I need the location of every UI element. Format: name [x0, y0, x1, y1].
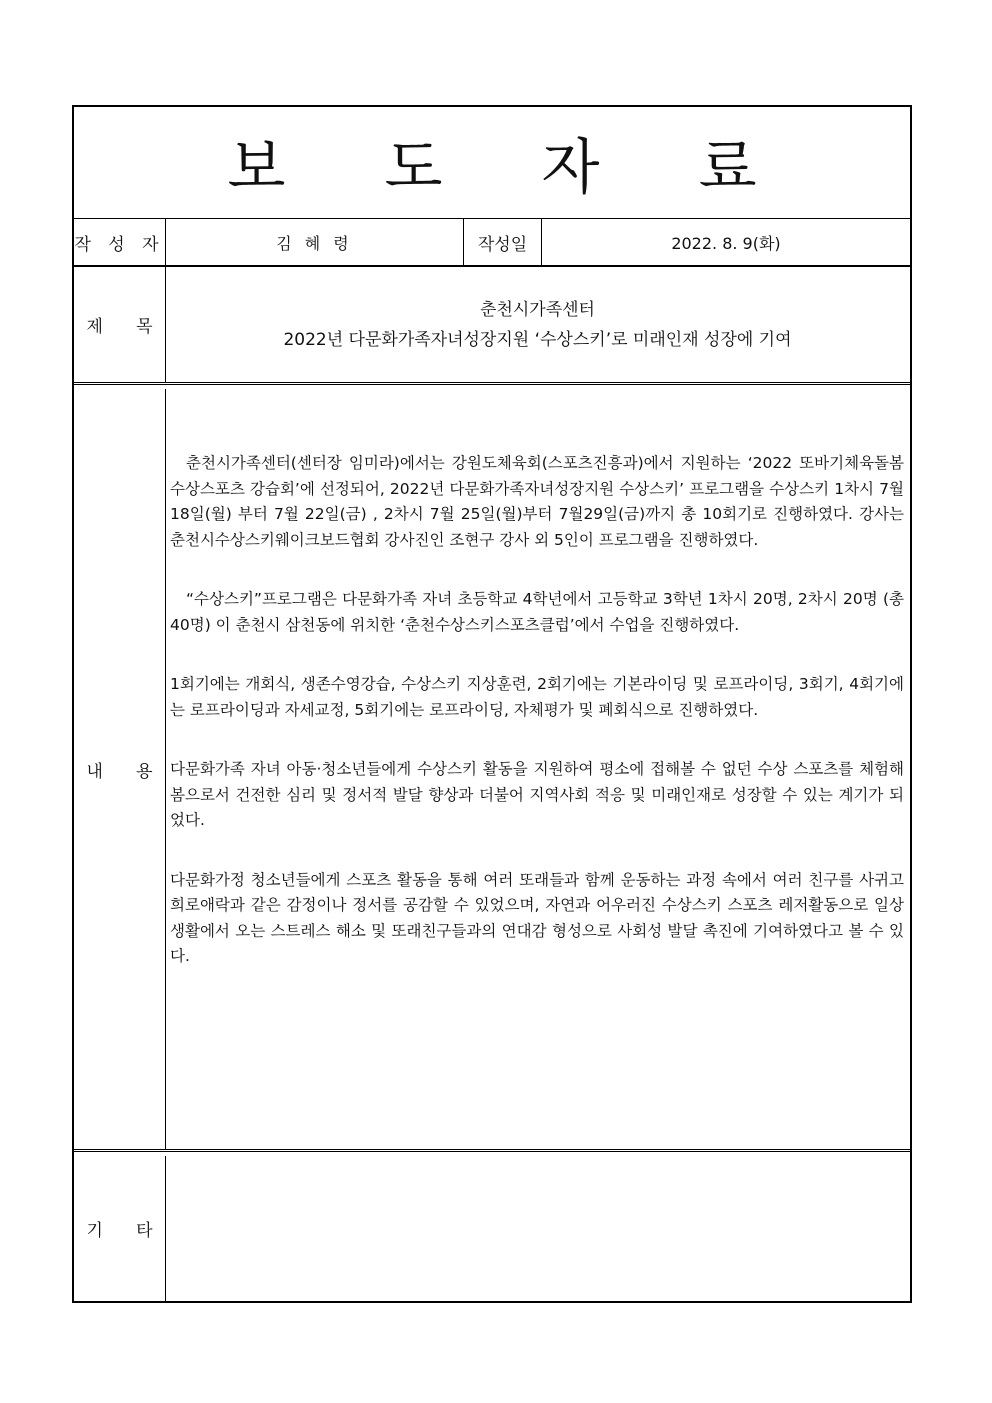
other-value — [166, 1156, 910, 1301]
author-value: 김 혜 령 — [276, 233, 353, 253]
subject-line-1: 춘천시가족센터 — [480, 299, 595, 320]
subject-text — [165, 267, 910, 382]
subject-line-2: 2022년 다문화가족자녀성장지원 ‘수상스키’로 미래인재 성장에 기여 — [283, 329, 792, 350]
content-label-char-1: 내 — [86, 761, 103, 782]
paragraph: 1회기에는 개회식, 생존수영강습, 수상스키 지상훈련, 2회기에는 기본라이딩 및 로프라이딩, 3회기, 4회기에는 로프라이딩과 자세교정, 5회기에는 로프라이딩, 자체평가 및 폐회식으로 진행하였다. — [170, 675, 904, 719]
content-label — [74, 389, 165, 1149]
content-body — [170, 451, 904, 1004]
content-label-char-2: 용 — [136, 761, 153, 782]
paragraph: 다문화가족 자녀 아동·청소년들에게 수상스키 활동을 지원하여 평소에 접해볼 수 없던 수상 스포츠를 체험해 봄으로서 건전한 심리 및 정서적 발달 향상과 더불어 지역사회 적응 및 미래인재로 성장할 수 있는 계기가 되었다. — [170, 760, 904, 829]
subject-label-char-2: 목 — [136, 317, 153, 337]
press-release-table — [72, 105, 912, 1303]
other-row — [74, 1156, 910, 1301]
other-label-char-2: 타 — [136, 1221, 153, 1241]
subject-row — [74, 267, 910, 385]
document-title: 보 도 자 료 — [227, 132, 797, 203]
paragraph: 다문화가정 청소년들에게 스포츠 활동을 통해 여러 또래들과 함께 운동하는 과정 속에서 여러 친구를 사귀고 희로애락과 같은 감정이나 정서를 공감할 수 있었으며, 자연과 어우러진 수상스키 스포츠 레저활동으로 일상생활에서 오는 스트레스 해소 및 또래친구들과의 연대감 형성으로 사회성 발달 촉진에 기여하였다고 볼 수 있다. — [170, 870, 904, 965]
other-label — [74, 1156, 165, 1301]
other-label-char-1: 기 — [86, 1221, 103, 1241]
author-row — [74, 219, 910, 267]
title-row — [74, 107, 910, 219]
paragraph: “수상스키”프로그램은 다문화가족 자녀 초등학교 4학년에서 고등학교 3학년 1차시 20명, 2차시 20명 (총40명) 이 춘천시 삼천동에 위치한 ‘춘천수상스키스포츠클럽’에서 수업을 진행하였다. — [170, 590, 904, 634]
content-row — [74, 389, 910, 1152]
date-value: 2022. 8. 9(화) — [671, 233, 781, 253]
author-label: 작 성 자 — [74, 234, 165, 255]
date-label: 작성일 — [477, 234, 528, 255]
subject-label — [74, 267, 165, 382]
subject-label-char-1: 제 — [86, 317, 103, 337]
paragraph: 춘천시가족센터(센터장 임미라)에서는 강원도체육회(스포츠진흥과)에서 지원하는 ‘2022 또바기체육돌봄 수상스포츠 강습회’에 선정되어, 2022년 다문화가족자녀성장지원 수상스키’ 프로그램을 수상스키 1차시 7월 18일(월) 부터 7월 22일(금) , 2차시 7월 25일(월)부터 7월29일(금)까지 총 10회기로 진행하였다. 강사는 춘천시수상스키웨이크보드협회 강사진인 조현구 강사 외 5인이 프로그램을 진행하였다. — [170, 454, 904, 549]
